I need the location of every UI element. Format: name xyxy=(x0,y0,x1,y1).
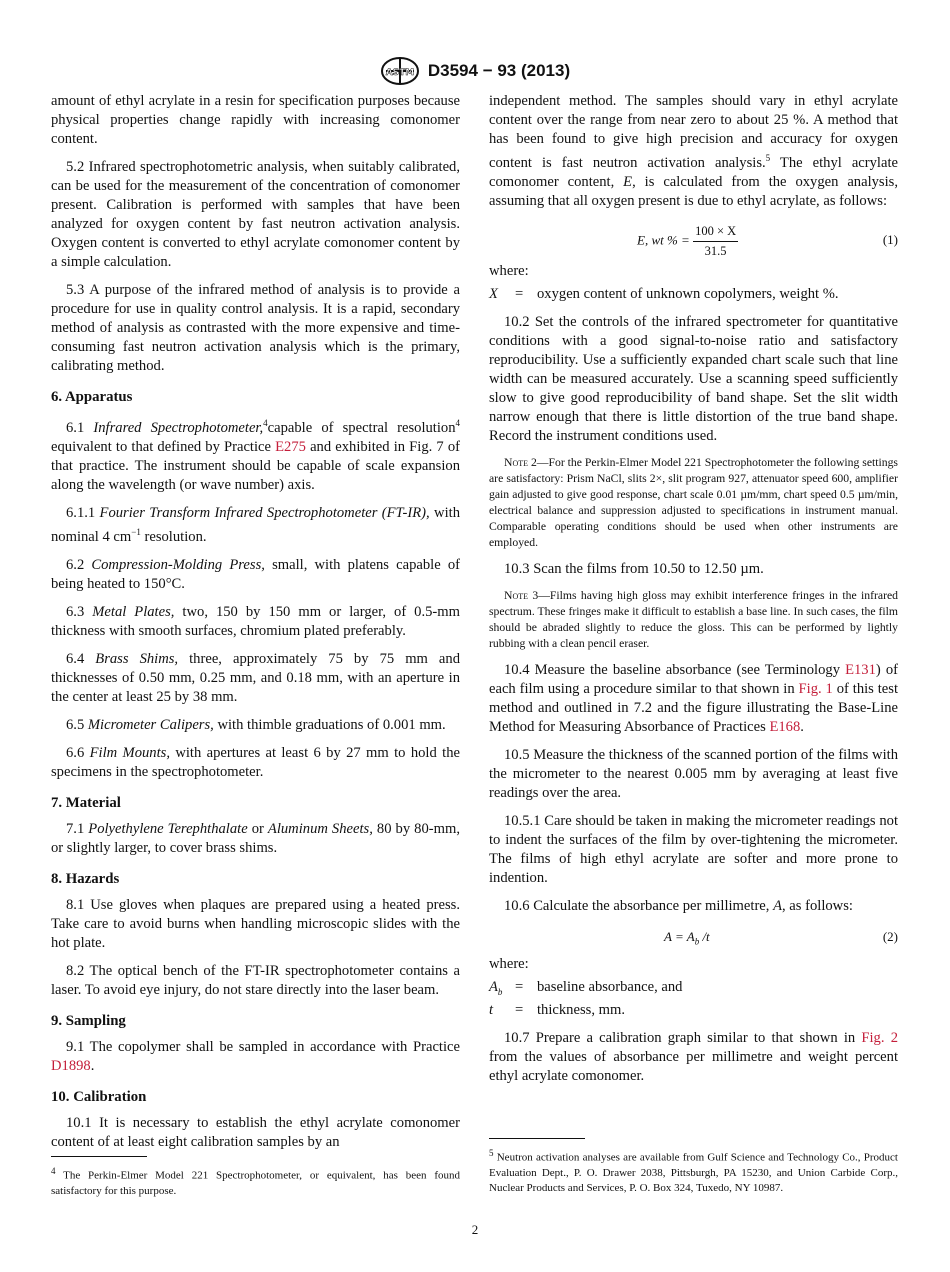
paragraph-6-6: 6.6 Film Mounts, with apertures at least 6 by 27 mm to hold the specimens in the spectrophotometer. xyxy=(51,744,460,780)
paragraph-6-2: 6.2 Compression-Molding Press, small, with platens capable of being heated to 150°C. xyxy=(51,556,460,592)
section-heading-hazards: 8. Hazards xyxy=(51,870,120,887)
equation-2: $A = A_b$ /t (2) xyxy=(664,928,898,947)
link-e131[interactable]: E131 xyxy=(845,661,876,678)
footnote-rule xyxy=(51,1156,147,1157)
paragraph-10-2: 10.2 Set the controls of the infrared spectrometer for quantitative conditions with a good signal-to-noise ratio and satisfactory reproducibility. Use a sufficiently expanded chart scale such that line width can be measured accurately. Use a scanning speed sufficiently slow to give good reproducibility of band shape. Set the slit width narrow enough that there is little distortion of the true band shape. Record the instrument conditions used. xyxy=(489,313,898,444)
definition-ab: $A_b$ = baseline absorbance, and xyxy=(489,978,683,997)
astm-logo-icon xyxy=(380,56,420,86)
right-column xyxy=(489,92,898,1095)
link-d1898[interactable]: D1898 xyxy=(51,1057,91,1074)
link-e275[interactable]: E275 xyxy=(275,438,306,455)
paragraph-6-5: 6.5 Micrometer Calipers, with thimble graduations of 0.001 mm. xyxy=(66,716,446,733)
paragraph-10-6: 10.6 Calculate the absorbance per millimetre, A, as follows: xyxy=(504,897,853,914)
equation-1-numerator: 100 × X xyxy=(693,222,738,242)
page-header xyxy=(0,56,950,86)
page-number: 2 xyxy=(471,1222,479,1237)
equation-1: E, wt % = $\frac{100 \times X}{31.5}$ (1) xyxy=(489,220,898,254)
note-3: Note 3—Films having high gloss may exhibit interference fringes in the infrared spectrum. These fringes make it difficult to establish a base line. In such cases, the film should be abraded slightly to reduce the gloss. This can be performed by lightly rubbing with a clean pencil eraser. xyxy=(489,588,898,650)
paragraph-10-1: 10.1 It is necessary to establish the ethyl acrylate comonomer content of at least eight calibration samples by an xyxy=(51,1114,460,1150)
paragraph-10-4: 10.4 Measure the baseline absorbance (see Terminology E131) of each film using a procedure similar to that shown in Fig. 1 of this test method and outlined in 7.2 and the figure illustrating the Base-Line Method for Measuring Absorbance of Practices E168. xyxy=(489,661,898,735)
equation-1-denominator: 31.5 xyxy=(704,243,727,258)
where-label: where: xyxy=(489,262,529,279)
equation-2-label: (2) xyxy=(882,928,898,944)
definition-list-2 xyxy=(489,978,898,1019)
note-2: Note 2—For the Perkin-Elmer Model 221 Spectrophotometer the following settings are satisfactory: Prism NaCl, slits 2×, slit program 927, attenuator speed 600, amplifier gain adjusted to give good response, chart scale 0.01 µm/mm, chart speed 0.5 µm/min, electrical balance and suppression adjusted to specifications in instrument manual. Comparable operating conditions should be used when other instruments are employed. xyxy=(489,455,898,549)
paragraph: amount of ethyl acrylate in a resin for specification purposes because physical properties change rapidly with increasing comonomer content. xyxy=(51,93,460,147)
paragraph-10-1-continued: independent method. The samples should vary in ethyl acrylate content over the range from near zero to about 25 %. A method that has been found to give high precision and accuracy for oxygen content is fast neutron activation analysis.$^5$ The ethyl acrylate comonomer content, E, is calculated from the oxygen analysis, assuming that all oxygen present is due to ethyl acrylate, as follows: xyxy=(489,93,898,209)
left-column xyxy=(51,92,460,1161)
paragraph-10-5: 10.5 Measure the thickness of the scanned portion of the films with the micrometer to the nearest 0.005 mm by averaging at least five readings over the area. xyxy=(489,746,898,801)
section-heading-apparatus: 6. Apparatus xyxy=(51,389,133,405)
footnote-rule xyxy=(489,1138,585,1139)
section-heading-material: 7. Material xyxy=(51,794,121,811)
equation-1-label: (1) xyxy=(882,231,898,247)
paragraph-10-7: 10.7 Prepare a calibration graph similar to that shown in Fig. 2 from the values of absorbance per millimetre and weight percent ethyl acrylate comonomer. xyxy=(489,1029,898,1084)
paragraph-5-3: 5.3 A purpose of the infrared method of analysis is to provide a procedure for use in quality control analysis. It is a rapid, secondary method of analysis as contrasted with the more expensive and time-consuming fast neutron activation analysis which is the primary, calibrating method. xyxy=(51,282,460,374)
definition-list-1 xyxy=(489,285,898,303)
link-e168[interactable]: E168 xyxy=(769,718,801,735)
where-label: where: xyxy=(489,955,529,972)
paragraph-10-5-1: 10.5.1 Care should be taken in making the micrometer readings not to indent the surfaces of the film by over-tightening the micrometer. The films of high ethyl acrylate are softer and more prone to indention. xyxy=(489,812,898,886)
link-fig-1[interactable]: Fig. 1 xyxy=(798,680,833,697)
paragraph-8-2: 8.2 The optical bench of the FT-IR spectrophotometer contains a laser. To avoid eye injury, do not stare directly into the laser beam. xyxy=(51,962,460,998)
svg-text:ASTM: ASTM xyxy=(385,68,415,78)
section-heading-calibration: 10. Calibration xyxy=(51,1088,147,1105)
paragraph-6-3: 6.3 Metal Plates, two, 150 by 150 mm or larger, of 0.5-mm thickness with smooth surfaces, chromium plated preferably. xyxy=(51,603,460,639)
paragraph-5-2: 5.2 Infrared spectrophotometric analysis, when suitably calibrated, can be used for the measurement of the concentration of comonomer present. Calibration is performed with samples that have been analyzed for oxygen content by fast neutron activation analysis. Oxygen content is converted to ethyl acrylate comonomer content by a simple calculation. xyxy=(51,159,460,270)
paragraph-6-1: 6.1 Infrared Spectrophotometer,$^4$capable of spectral resolution$^4$ equivalent to that defined by Practice E275 and exhibited in Fig. 7 of that practice. The instrument should be capable of scale expansion along the wavelength (or wave number) axis. xyxy=(51,418,461,493)
link-fig-2[interactable]: Fig. 2 xyxy=(861,1029,898,1046)
footnote-5: $^5$ Neutron activation analyses are available from Gulf Science and Technology Co., Product Evaluation Dept., P. O. Drawer 2038, Pittsburgh, PA 15230, and Union Carbide Corp., Nuclear Products and Services, P. O. Box 324, Tuxedo, NY 10987. xyxy=(489,1148,898,1194)
section-heading-sampling: 9. Sampling xyxy=(51,1012,126,1029)
paragraph-10-3: 10.3 Scan the films from 10.50 to 12.50 µm. xyxy=(504,560,764,577)
paragraph-9-1: 9.1 The copolymer shall be sampled in accordance with Practice D1898. xyxy=(51,1038,460,1074)
document-designation: D3594 − 93 (2013) xyxy=(427,61,571,80)
paragraph-8-1: 8.1 Use gloves when plaques are prepared using a heated press. Take care to avoid burns when handling microscopic slides with the hot plate. xyxy=(51,896,460,951)
footnote-4: $^4$ The Perkin-Elmer Model 221 Spectrophotometer, or equivalent, has been found satisfactory for this purpose. xyxy=(51,1166,460,1197)
definition-x: X = oxygen content of unknown copolymers, weight %. xyxy=(489,285,839,302)
paragraph-7-1: 7.1 Polyethylene Terephthalate or Aluminum Sheets, 80 by 80-mm, or slightly larger, to cover brass shims. xyxy=(51,820,460,856)
paragraph-6-4: 6.4 Brass Shims, three, approximately 75 by 75 mm and thicknesses of 0.50 mm, 0.25 mm, and 0.18 mm, with an aperture in the center at least 25 by 38 mm. xyxy=(51,650,461,705)
definition-t: t = thickness, mm. xyxy=(489,1001,625,1018)
paragraph-6-1-1: 6.1.1 Fourier Transform Infrared Spectrophotometer (FT-IR), with nominal 4 $cm^{-1}$ resolution. xyxy=(51,504,460,545)
